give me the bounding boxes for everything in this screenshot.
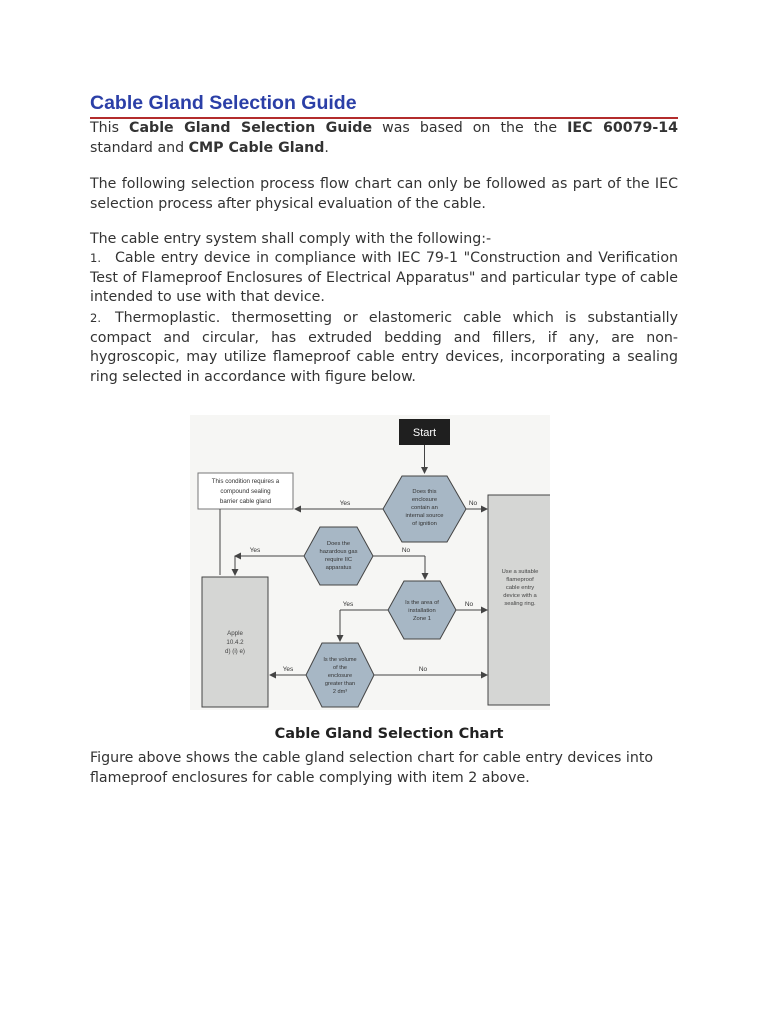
selection-flowchart xyxy=(190,415,550,710)
q2-no-label: No xyxy=(401,547,411,554)
list-item-1-number: 1. xyxy=(90,251,101,265)
q4-no-label: No xyxy=(418,666,428,673)
q4-yes-label: Yes xyxy=(282,666,294,673)
q4-line-5: 2 dm³ xyxy=(332,689,348,695)
right-box-line-1: Use a suitable xyxy=(501,569,539,575)
q1-line-1: Does this xyxy=(412,489,437,495)
list-item-1 xyxy=(90,249,678,308)
intro-brand: CMP Cable Gland xyxy=(188,139,325,156)
page-title: Cable Gland Selection Guide xyxy=(90,92,357,114)
flameproof-entry-box xyxy=(488,495,550,705)
note-line-2: compound sealing xyxy=(220,488,271,495)
q1-yes-label: Yes xyxy=(339,500,351,507)
q4-line-1: Is the volume xyxy=(323,657,357,663)
selection-process-paragraph: The following selection process flow chart can only be followed as part of the IEC selection process after physical evaluation of the cable. xyxy=(90,176,678,212)
q3-yes-label: Yes xyxy=(342,601,354,608)
q1-line-4: internal source xyxy=(405,513,444,519)
list-item-2 xyxy=(90,309,678,387)
intro-guide-name: Cable Gland Selection Guide xyxy=(129,120,373,136)
left-box-line-2: 10.4.2 xyxy=(226,639,244,646)
right-box-line-3: cable entry xyxy=(505,585,535,591)
note-line-1: This condition requires a xyxy=(211,478,280,485)
list-item-1-text: Cable entry device in compliance with IEC 79-1 "Construction and Verification Test of Flameproof Enclosures of Electrical Apparatus" and particular type of cable intended to use with that device. xyxy=(90,250,678,305)
figure-description: Figure above shows the cable gland selection chart for cable entry devices into flameproof enclosures for cable complying with item 2 above. xyxy=(90,750,654,786)
q3-line-3: Zone 1 xyxy=(412,616,432,622)
start-label: Start xyxy=(412,427,437,439)
intro-text-2: was based on the the xyxy=(372,120,568,136)
q1-line-3: contain an xyxy=(411,505,438,511)
comply-paragraph: The cable entry system shall comply with the following:- xyxy=(90,231,492,247)
q4-line-4: greater than xyxy=(324,681,356,687)
intro-paragraph xyxy=(90,119,678,158)
right-box-line-2: flameproof xyxy=(506,577,534,583)
q4-line-3: enclosure xyxy=(327,673,353,679)
q2-yes-label: Yes xyxy=(249,547,261,554)
q1-line-2: enclosure xyxy=(411,497,438,503)
left-box-line-1: Apple xyxy=(227,630,243,637)
note-line-3: barrier cable gland xyxy=(219,498,272,505)
flowchart-svg xyxy=(190,415,550,710)
intro-text-1: This xyxy=(90,120,130,136)
q2-line-1: Does the xyxy=(326,541,351,547)
left-box-line-3: d) (i) e) xyxy=(225,648,245,655)
chart-caption: Cable Gland Selection Chart xyxy=(274,726,504,742)
q3-no-label: No xyxy=(464,601,474,608)
q3-line-1: Is the area of xyxy=(405,600,439,606)
q1-no-label: No xyxy=(468,500,478,507)
q3-line-2: installation xyxy=(408,608,436,614)
q1-line-5: of ignition xyxy=(412,521,437,527)
right-box-line-5: sealing ring. xyxy=(504,601,536,607)
q4-line-2: of the xyxy=(333,665,347,671)
q2-line-4: apparatus xyxy=(325,565,352,571)
q2-line-3: require IIC xyxy=(324,557,353,563)
intro-text-3: standard and xyxy=(90,139,189,156)
list-item-2-text: Thermoplastic. thermosetting or elastomeric cable which is substantially compact and circular, has extruded bedding and fillers, if any, are non-hygroscopic, may utilize flameproof cable entry devices, incorporating a sealing ring selected in accordance with figure below. xyxy=(90,310,678,385)
intro-text-4: . xyxy=(324,139,329,156)
intro-standard: IEC 60079-14 xyxy=(567,120,678,136)
right-box-line-4: device with a xyxy=(503,593,537,599)
q2-line-2: hazardous gas xyxy=(319,549,358,555)
list-item-2-number: 2. xyxy=(90,311,101,325)
